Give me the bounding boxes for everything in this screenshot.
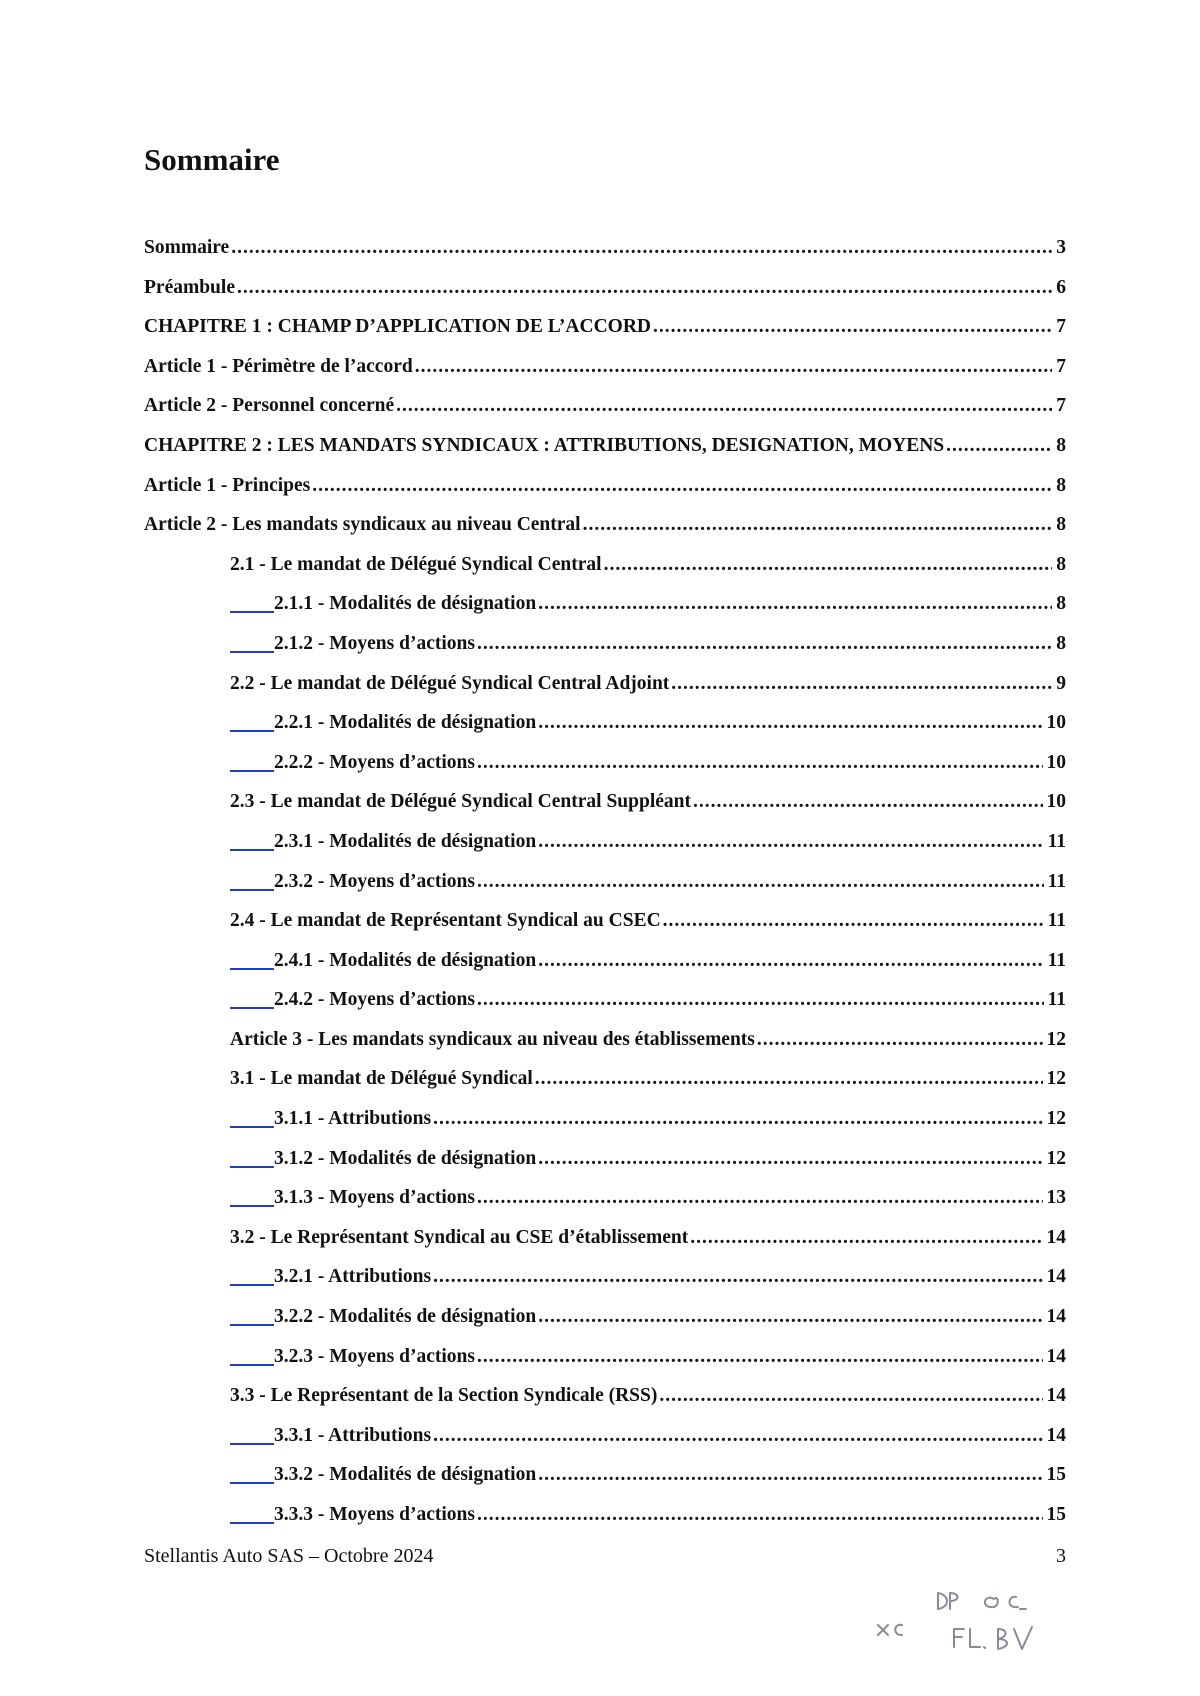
toc-entry-label: 2.3.2 - Moyens d’actions xyxy=(274,870,475,892)
toc-entry-label: 3.2.3 - Moyens d’actions xyxy=(274,1345,475,1367)
toc-entry[interactable] xyxy=(144,708,1066,748)
toc-entry-page-number: 10 xyxy=(1046,791,1066,813)
toc-entry[interactable] xyxy=(144,1460,1066,1500)
toc-entry-page-number: 11 xyxy=(1047,830,1066,852)
toc-entry-label: 2.3.1 - Modalités de désignation xyxy=(274,830,537,852)
toc-entry[interactable] xyxy=(144,1500,1066,1540)
toc-entry-label: 3.2.1 - Attributions xyxy=(274,1266,432,1288)
toc-entry[interactable] xyxy=(144,312,1066,352)
toc-entry-page-number: 14 xyxy=(1046,1266,1066,1288)
toc-entry-page-number: 12 xyxy=(1046,1068,1066,1090)
toc-dot-leader xyxy=(538,946,1043,976)
toc-entry-page-number: 11 xyxy=(1047,910,1066,932)
toc-entry[interactable] xyxy=(144,669,1066,709)
toc-dot-leader xyxy=(477,985,1044,1015)
toc-indent-underline xyxy=(230,867,274,891)
footer-company-date: Stellantis Auto SAS – Octobre 2024 xyxy=(144,1545,434,1567)
toc-entry-label: CHAPITRE 2 : LES MANDATS SYNDICAUX : ATTRIBUTIONS, DESIGNATION, MOYENS xyxy=(144,434,945,456)
toc-entry[interactable] xyxy=(144,589,1066,629)
toc-entry[interactable] xyxy=(144,1104,1066,1144)
toc-entry-label: CHAPITRE 1 : CHAMP D’APPLICATION DE L’ACCORD xyxy=(144,316,652,338)
toc-entry-page-number: 10 xyxy=(1046,751,1066,773)
toc-entry[interactable] xyxy=(144,352,1066,392)
toc-dot-leader xyxy=(433,1104,1042,1134)
toc-entry-page-number: 9 xyxy=(1056,672,1066,694)
toc-entry-label: 3.3.3 - Moyens d’actions xyxy=(274,1504,475,1525)
toc-dot-leader xyxy=(757,1025,1043,1055)
toc-entry-page-number: 11 xyxy=(1047,949,1066,971)
toc-entry-page-number: 12 xyxy=(1046,1028,1066,1050)
toc-indent-underline xyxy=(230,1262,274,1286)
toc-dot-leader xyxy=(237,273,1052,303)
toc-entry[interactable] xyxy=(144,1421,1066,1461)
toc-entry-page-number: 8 xyxy=(1056,514,1066,536)
toc-dot-leader xyxy=(946,431,1052,461)
toc-entry-label: 2.2 - Le mandat de Délégué Syndical Central Adjoint xyxy=(230,672,670,694)
toc-dot-leader xyxy=(396,391,1052,421)
toc-entry-label: 3.1 - Le mandat de Délégué Syndical xyxy=(230,1068,533,1090)
toc-indent-underline xyxy=(230,1421,274,1445)
toc-indent-underline xyxy=(230,1342,274,1366)
toc-dot-leader xyxy=(659,1381,1042,1411)
toc-entry-page-number: 10 xyxy=(1046,712,1066,734)
toc-entry[interactable] xyxy=(144,629,1066,669)
toc-indent-underline xyxy=(230,827,274,851)
toc-entry-page-number: 7 xyxy=(1056,395,1066,417)
toc-entry[interactable] xyxy=(144,748,1066,788)
toc-dot-leader xyxy=(433,1262,1042,1292)
toc-entry-page-number: 14 xyxy=(1046,1345,1066,1367)
toc-entry-label: 3.1.1 - Attributions xyxy=(274,1108,432,1130)
toc-indent-underline xyxy=(230,1144,274,1168)
toc-entry-page-number: 14 xyxy=(1046,1424,1066,1446)
toc-entry-page-number: 8 xyxy=(1056,632,1066,654)
toc-entry-page-number: 12 xyxy=(1046,1147,1066,1169)
toc-indent-underline xyxy=(230,1104,274,1128)
toc-entry[interactable] xyxy=(144,431,1066,471)
toc-dot-leader xyxy=(535,1064,1043,1094)
toc-dot-leader xyxy=(415,352,1053,382)
toc-entry-label: Article 1 - Périmètre de l’accord xyxy=(144,355,413,377)
toc-indent-underline xyxy=(230,1500,274,1524)
toc-entry-label: 2.1.2 - Moyens d’actions xyxy=(274,632,475,654)
toc-indent-underline xyxy=(230,708,274,732)
toc-dot-leader xyxy=(312,471,1052,501)
toc-entry[interactable] xyxy=(144,985,1066,1025)
toc-entry-page-number: 12 xyxy=(1046,1108,1066,1130)
toc-entry-page-number: 7 xyxy=(1056,355,1066,377)
toc-entry-page-number: 13 xyxy=(1046,1187,1066,1209)
toc-indent-underline xyxy=(230,589,274,613)
toc-entry-label: Article 2 - Personnel concerné xyxy=(144,395,395,417)
toc-entry-page-number: 8 xyxy=(1056,434,1066,456)
toc-entry-label: 2.1 - Le mandat de Délégué Syndical Central xyxy=(230,553,602,575)
toc-entry-page-number: 11 xyxy=(1047,870,1066,892)
toc-entry-page-number: 15 xyxy=(1046,1504,1066,1525)
toc-entry[interactable] xyxy=(144,550,1066,590)
toc-dot-leader xyxy=(583,510,1053,540)
toc-dot-leader xyxy=(690,1223,1042,1253)
toc-entry-page-number: 7 xyxy=(1056,316,1066,338)
toc-dot-leader xyxy=(538,589,1052,619)
footer-page-number: 3 xyxy=(1056,1545,1066,1567)
toc-indent-underline xyxy=(230,1460,274,1484)
toc-entry[interactable] xyxy=(144,471,1066,511)
toc-entry[interactable] xyxy=(144,906,1066,946)
toc-entry[interactable] xyxy=(144,233,1066,273)
toc-dot-leader xyxy=(477,629,1052,659)
toc-dot-leader xyxy=(477,1500,1043,1530)
toc-dot-leader xyxy=(538,827,1043,857)
toc-dot-leader xyxy=(231,233,1052,263)
toc-entry[interactable] xyxy=(144,391,1066,431)
toc-entry[interactable] xyxy=(144,510,1066,550)
toc-dot-leader xyxy=(538,1144,1042,1174)
toc-entry-page-number: 14 xyxy=(1046,1226,1066,1248)
toc-entry-page-number: 3 xyxy=(1056,237,1066,258)
toc-entry[interactable] xyxy=(144,1302,1066,1342)
toc-indent-underline xyxy=(230,629,274,653)
table-of-contents xyxy=(144,233,1066,1540)
toc-entry[interactable] xyxy=(144,1262,1066,1302)
toc-entry-label: Sommaire xyxy=(144,237,230,258)
toc-entry-label: 2.1.1 - Modalités de désignation xyxy=(274,593,537,615)
toc-entry-label: 3.1.3 - Moyens d’actions xyxy=(274,1187,475,1209)
toc-entry-page-number: 8 xyxy=(1056,474,1066,496)
toc-entry-label: 3.2 - Le Représentant Syndical au CSE d’établissement xyxy=(230,1226,689,1248)
toc-entry-label: 2.3 - Le mandat de Délégué Syndical Central Suppléant xyxy=(230,791,691,813)
toc-entry-label: 3.1.2 - Modalités de désignation xyxy=(274,1147,537,1169)
toc-entry[interactable] xyxy=(144,827,1066,867)
toc-entry-page-number: 14 xyxy=(1046,1306,1066,1328)
toc-dot-leader xyxy=(477,1342,1043,1372)
toc-entry[interactable] xyxy=(144,1381,1066,1421)
toc-dot-leader xyxy=(604,550,1053,580)
toc-entry-label: Article 1 - Principes xyxy=(144,474,311,496)
toc-entry-label: Article 3 - Les mandats syndicaux au niveau des établissements xyxy=(230,1028,755,1050)
toc-entry[interactable] xyxy=(144,1144,1066,1184)
toc-entry-page-number: 8 xyxy=(1056,553,1066,575)
toc-entry-page-number: 8 xyxy=(1056,593,1066,615)
toc-dot-leader xyxy=(663,906,1044,936)
toc-dot-leader xyxy=(671,669,1052,699)
toc-dot-leader xyxy=(538,1302,1042,1332)
toc-entry-label: 2.4.1 - Modalités de désignation xyxy=(274,949,537,971)
page-title: Sommaire xyxy=(144,142,280,177)
toc-entry-label: 2.4.2 - Moyens d’actions xyxy=(274,989,475,1011)
toc-entry[interactable] xyxy=(144,1064,1066,1104)
toc-entry-label: Article 2 - Les mandats syndicaux au niveau Central xyxy=(144,514,581,536)
toc-entry-label: 2.4 - Le mandat de Représentant Syndical au CSEC xyxy=(230,910,661,932)
toc-dot-leader xyxy=(433,1421,1042,1451)
handwritten-initials-signature xyxy=(870,1585,1060,1665)
toc-indent-underline xyxy=(230,748,274,772)
toc-entry-label: 3.2.2 - Modalités de désignation xyxy=(274,1306,537,1328)
toc-entry[interactable] xyxy=(144,1342,1066,1382)
toc-dot-leader xyxy=(477,1183,1043,1213)
toc-entry[interactable] xyxy=(144,787,1066,827)
toc-entry[interactable] xyxy=(144,1025,1066,1065)
toc-dot-leader xyxy=(538,1460,1042,1490)
toc-entry-page-number: 15 xyxy=(1046,1464,1066,1486)
toc-indent-underline xyxy=(230,1302,274,1326)
toc-entry-label: 2.2.2 - Moyens d’actions xyxy=(274,751,475,773)
toc-entry-label: 3.3.2 - Modalités de désignation xyxy=(274,1464,537,1486)
toc-dot-leader xyxy=(477,867,1044,897)
page-footer xyxy=(144,1545,1066,1568)
toc-dot-leader xyxy=(653,312,1052,342)
toc-entry[interactable] xyxy=(144,1223,1066,1263)
toc-entry-label: 3.3 - Le Représentant de la Section Syndicale (RSS) xyxy=(230,1385,658,1407)
toc-dot-leader xyxy=(538,708,1042,738)
toc-dot-leader xyxy=(477,748,1043,778)
toc-entry-page-number: 6 xyxy=(1056,276,1066,298)
toc-entry[interactable] xyxy=(144,867,1066,907)
toc-indent-underline xyxy=(230,1183,274,1207)
toc-entry-page-number: 14 xyxy=(1046,1385,1066,1407)
toc-entry-label: Préambule xyxy=(144,276,235,298)
toc-entry[interactable] xyxy=(144,946,1066,986)
toc-indent-underline xyxy=(230,985,274,1009)
toc-entry-label: 3.3.1 - Attributions xyxy=(274,1424,432,1446)
toc-entry-page-number: 11 xyxy=(1047,989,1066,1011)
toc-entry[interactable] xyxy=(144,273,1066,313)
toc-entry-label: 2.2.1 - Modalités de désignation xyxy=(274,712,537,734)
toc-dot-leader xyxy=(693,787,1043,817)
toc-indent-underline xyxy=(230,946,274,970)
toc-entry[interactable] xyxy=(144,1183,1066,1223)
